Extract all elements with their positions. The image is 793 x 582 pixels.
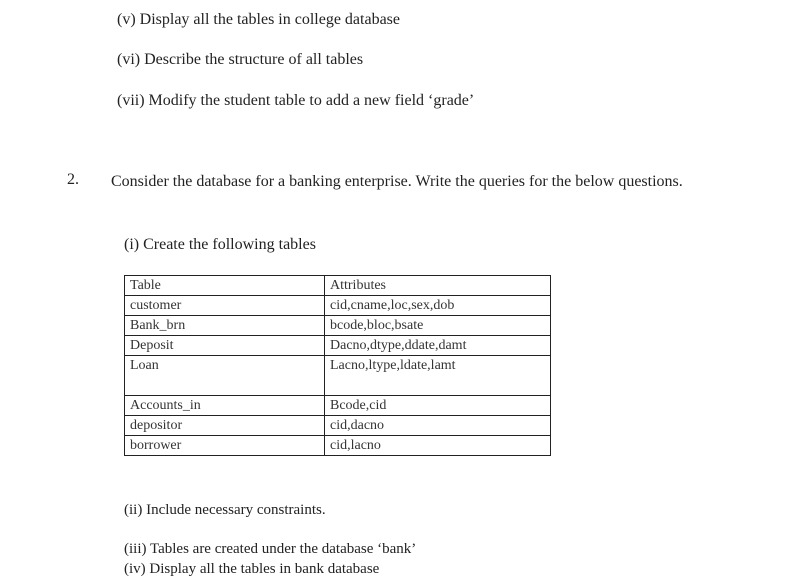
table-row xyxy=(125,416,551,436)
header-attributes: Attributes xyxy=(325,276,551,296)
attributes-cell: cid,lacno xyxy=(325,436,551,456)
sub-item-bank-database: (iii) Tables are created under the database ‘bank’ xyxy=(124,541,417,557)
table-header-row xyxy=(125,276,551,296)
attributes-cell: cid,cname,loc,sex,dob xyxy=(325,296,551,316)
table-row xyxy=(125,296,551,316)
attributes-cell: Dacno,dtype,ddate,damt xyxy=(325,336,551,356)
attributes-cell: cid,dacno xyxy=(325,416,551,436)
table-name-cell: Bank_brn xyxy=(125,316,325,336)
table-row xyxy=(125,336,551,356)
table-name-cell: borrower xyxy=(125,436,325,456)
table-row xyxy=(125,356,551,396)
table-name-cell: Loan xyxy=(125,356,325,396)
bank-tables-table xyxy=(124,275,551,456)
sub-item-constraints: (ii) Include necessary constraints. xyxy=(124,502,326,518)
sub-item-create-tables: (i) Create the following tables xyxy=(124,236,316,253)
header-table: Table xyxy=(125,276,325,296)
previous-item-vii: (vii) Modify the student table to add a new field ‘grade’ xyxy=(117,92,475,109)
table-name-cell: Deposit xyxy=(125,336,325,356)
table-name-cell: depositor xyxy=(125,416,325,436)
sub-item-display-tables: (iv) Display all the tables in bank database xyxy=(124,561,380,577)
attributes-cell: Bcode,cid xyxy=(325,396,551,416)
attributes-cell: Lacno,ltype,ldate,lamt xyxy=(325,356,551,396)
table-row xyxy=(125,436,551,456)
attributes-cell: bcode,bloc,bsate xyxy=(325,316,551,336)
previous-item-v: (v) Display all the tables in college database xyxy=(117,11,401,28)
table-name-cell: customer xyxy=(125,296,325,316)
previous-item-vi: (vi) Describe the structure of all tables xyxy=(117,51,364,68)
question-number: 2. xyxy=(67,171,79,188)
question-text: Consider the database for a banking enterprise. Write the queries for the below questions. xyxy=(111,173,683,190)
table-row xyxy=(125,316,551,336)
table-name-cell: Accounts_in xyxy=(125,396,325,416)
table-row xyxy=(125,396,551,416)
